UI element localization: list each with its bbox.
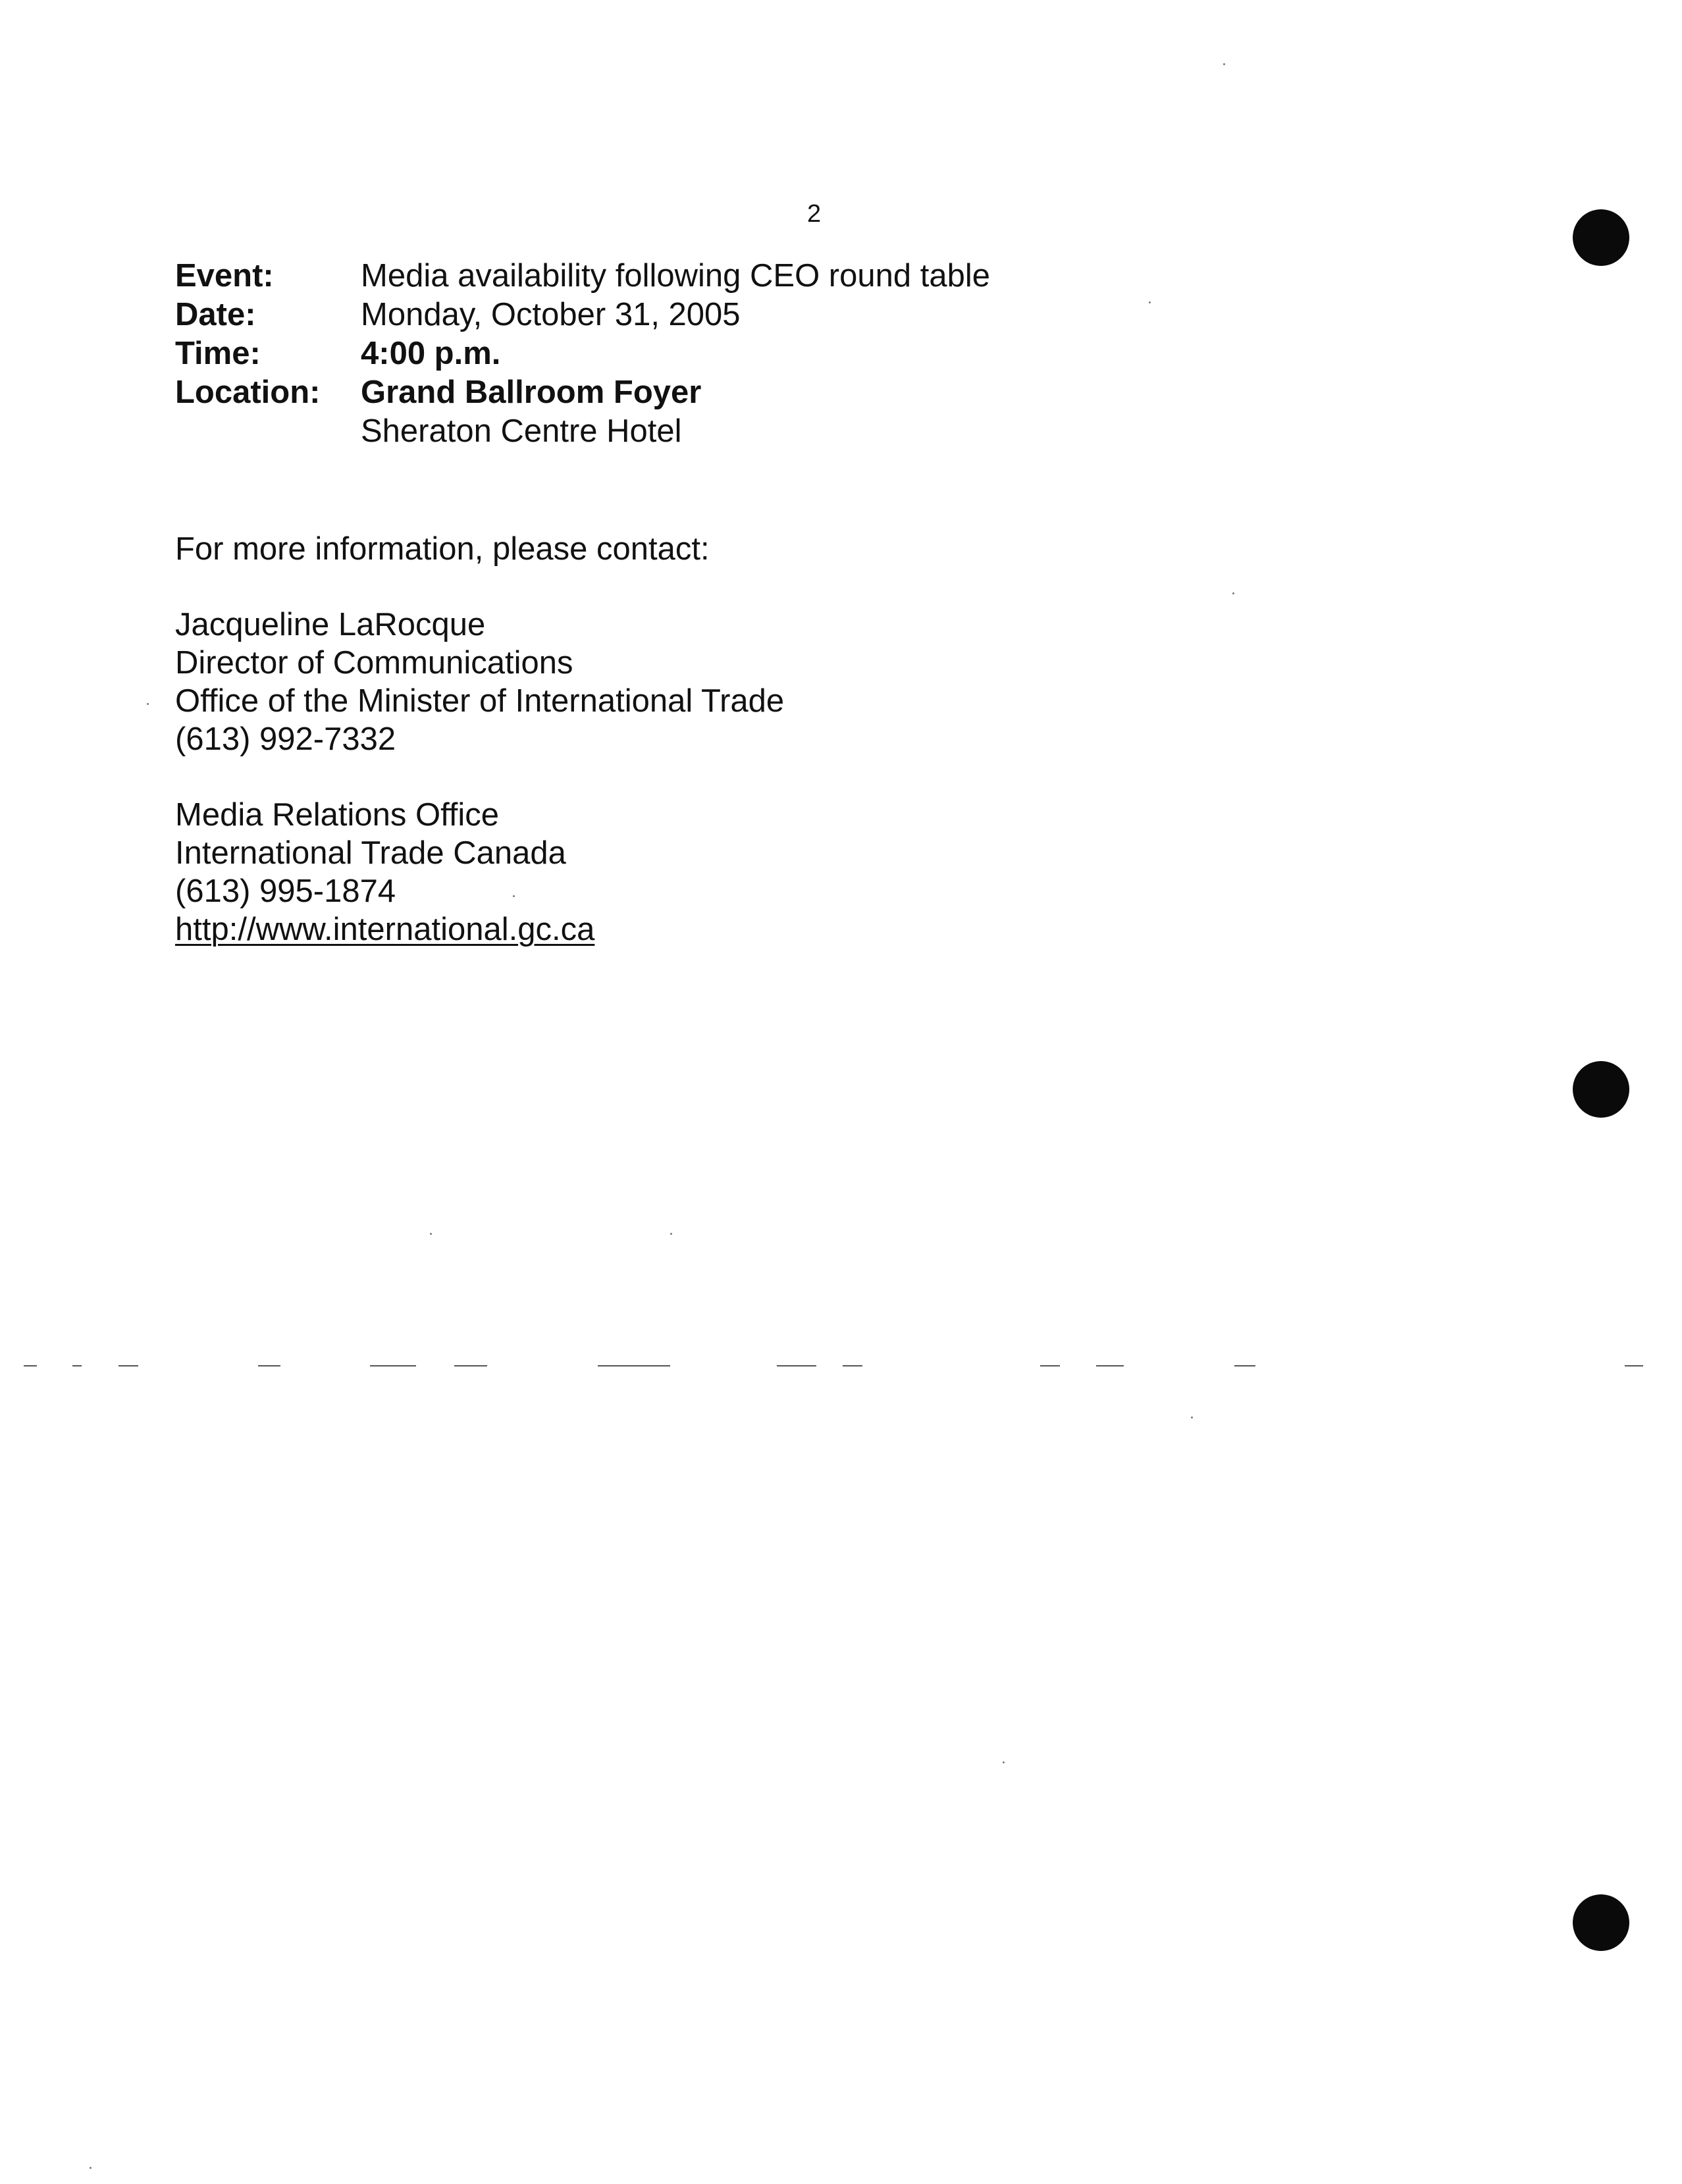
scan-speck <box>1223 63 1225 65</box>
media-office: Media Relations Office <box>175 797 500 833</box>
scan-artifact <box>1096 1365 1124 1366</box>
scan-speck <box>1232 592 1234 594</box>
scan-speck <box>90 2167 92 2169</box>
contact-office: Office of the Minister of International Trade <box>175 683 785 719</box>
time-label: Time: <box>175 336 261 371</box>
contact-name: Jacqueline LaRocque <box>175 607 486 642</box>
date-label: Date: <box>175 297 256 332</box>
scan-artifact <box>72 1365 82 1366</box>
scan-artifact <box>1040 1365 1060 1366</box>
scan-artifact <box>258 1365 280 1366</box>
scan-artifact <box>370 1365 416 1366</box>
scan-artifact <box>1234 1365 1255 1366</box>
location-venue: Grand Ballroom Foyer <box>361 375 702 410</box>
contact-title: Director of Communications <box>175 645 573 681</box>
punch-hole <box>1573 1061 1629 1118</box>
punch-hole <box>1573 1894 1629 1951</box>
scan-artifact <box>843 1365 862 1366</box>
page-number: 2 <box>807 200 822 228</box>
punch-hole <box>1573 209 1629 266</box>
scan-speck <box>1003 1761 1005 1763</box>
scan-speck <box>430 1233 432 1235</box>
event-value: Media availability following CEO round table <box>361 258 991 294</box>
contact-intro: For more information, please contact: <box>175 531 710 567</box>
location-label: Location: <box>175 375 321 410</box>
scan-speck <box>1149 301 1151 303</box>
contact-phone: (613) 992-7332 <box>175 721 396 757</box>
scan-artifact <box>598 1365 670 1366</box>
scan-speck <box>670 1233 672 1235</box>
media-contact <box>175 796 594 949</box>
scan-artifact <box>1625 1365 1643 1366</box>
scan-artifact <box>118 1365 138 1366</box>
date-value: Monday, October 31, 2005 <box>361 297 741 332</box>
scan-speck <box>147 703 149 705</box>
primary-contact <box>175 606 784 758</box>
media-organization: International Trade Canada <box>175 835 566 871</box>
event-label: Event: <box>175 258 274 294</box>
time-value: 4:00 p.m. <box>361 336 501 371</box>
scan-speck <box>1191 1417 1193 1418</box>
location-hotel: Sheraton Centre Hotel <box>361 413 682 449</box>
website-link[interactable]: http://www.international.gc.ca <box>175 912 595 947</box>
scan-artifact <box>24 1365 37 1366</box>
scan-artifact <box>454 1365 487 1366</box>
scan-speck <box>513 895 515 897</box>
media-phone: (613) 995-1874 <box>175 873 396 909</box>
scan-artifact <box>777 1365 816 1366</box>
